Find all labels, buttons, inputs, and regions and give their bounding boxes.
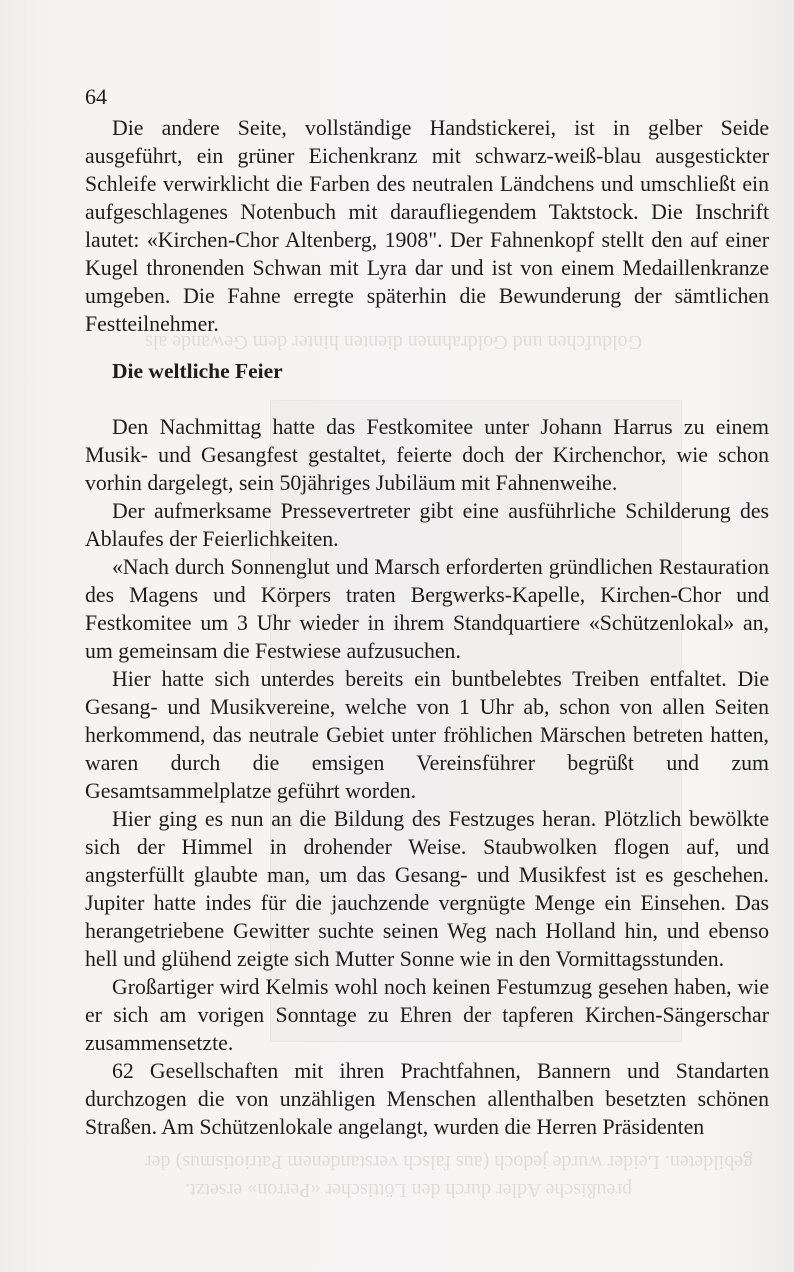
paragraph: Der aufmerksame Pressevertreter gibt eine ausführliche Schilderung des Ablaufes der Feierlichkeiten. [85, 499, 769, 551]
paragraph: 62 Gesellschaften mit ihren Prachtfahnen, Bannern und Standarten durchzogen die von unzähligen Menschen allenthalben besetzten schönen Straßen. Am Schützenlokale angelangt, wurden die Herren Präsidenten [85, 1059, 769, 1139]
intro-paragraph-block [85, 114, 769, 338]
page-number: 64 [85, 84, 107, 109]
paragraph: Hier hatte sich unterdes bereits ein buntbelebtes Treiben entfaltet. Die Gesang- und Musikvereine, welche von 1 Uhr ab, schon von allen Seiten herkommend, das neutrale Gebiet unter fröhlichen Märschen betreten hatten, waren durch die emsigen Vereinsführer begrüßt und zum Gesamtsammelplatze geführt worden. [85, 667, 769, 803]
paragraph: Den Nachmittag hatte das Festkomitee unter Johann Harrus zu einem Musik- und Gesangfest gestaltet, feierte doch der Kirchenchor, wie schon vorhin dargelegt, sein 50jähriges Jubiläum mit Fahnenweihe. [85, 415, 769, 495]
bleed-through-text: Goldufchen und Goldrahmen dienten hinter dem Gewande als [145, 331, 643, 353]
intro-paragraph: Die andere Seite, vollständige Handstickerei, ist in gelber Seide ausgeführt, ein grüner Eichenkranz mit schwarz-weiß-blau ausgestickter Schleife verwirklicht die Farben des neutralen Ländchens und umschließt ein aufgeschlagenes Notenbuch mit daraufliegendem Taktstock. Die Inschrift lautet: «Kirchen-Chor Altenberg, 1908". Der Fahnenkopf stellt den auf einer Kugel thronenden Schwan mit Lyra dar und ist von einem Medaillenkranze umgeben. Die Fahne erregte späterhin die Bewunderung der sämtlichen Festteilnehmer. [85, 116, 769, 336]
section-heading: Die weltliche Feier [112, 359, 283, 383]
paragraph: Großartiger wird Kelmis wohl noch keinen Festumzug gesehen haben, wie er sich am vorigen Sonntage zu Ehren der tapferen Kirchen-Sängerschar zusammensetzte. [85, 975, 769, 1055]
paragraph: «Nach durch Sonnenglut und Marsch erforderten gründlichen Restauration des Magens und Körpers traten Bergwerks-Kapelle, Kirchen-Chor und Festkomitee um 3 Uhr wieder in ihrem Standquartiere «Schützenlokal» an, um gemeinsam die Festwiese aufzusuchen. [85, 555, 769, 663]
bleed-through-text: gebildeten. Leider wurde jedoch (aus falsch verstandenem Patriotismus) der [145, 1151, 754, 1173]
paragraph: Hier ging es nun an die Bildung des Festzuges heran. Plötzlich bewölkte sich der Himmel in drohender Weise. Staubwolken flogen auf, und angsterfüllt glaubte man, um das Gesang- und Musikfest ist es geschehen. Jupiter hatte indes für die jauchzende vergnügte Menge ein Einsehen. Das herangetriebene Gewitter suchte seinen Weg nach Holland hin, und ebenso hell und glühend zeigte sich Mutter Sonne wie in den Vormittagsstunden. [85, 807, 769, 971]
body-text [85, 413, 769, 1141]
bleed-through-text: preußische Adler durch den Löttischer «Perron» ersetzt. [185, 1179, 633, 1201]
